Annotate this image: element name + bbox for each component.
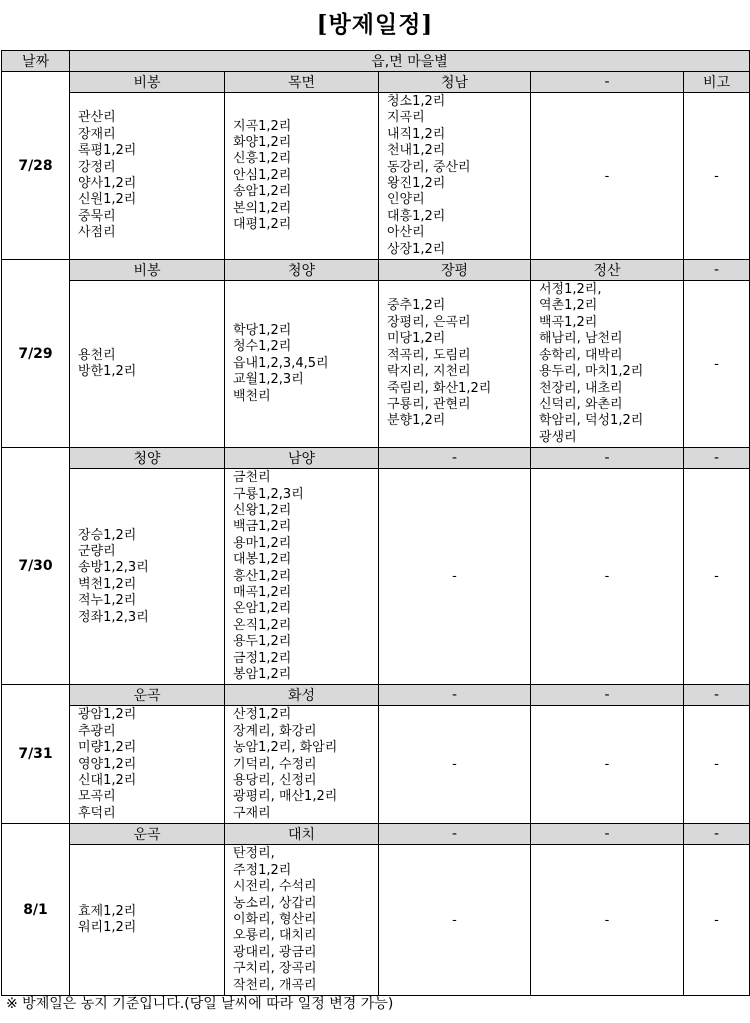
village-item: 대평1,2리 [233, 217, 292, 233]
schedule-table [1, 50, 750, 996]
day-header-row [2, 448, 750, 469]
date-column-header: 날짜 [2, 51, 70, 72]
page-title: [방제일정] [316, 11, 434, 38]
village-item: 모곡리 [78, 789, 116, 805]
village-item: 록평1,2리 [78, 143, 137, 159]
village-item: 효제1,2리 [78, 903, 137, 919]
village-item: 장계리, 화강리 [233, 723, 317, 739]
day-villages-row [2, 281, 750, 448]
village-item: 죽림리, 화산1,2리 [387, 380, 492, 396]
village-item: 정좌1,2,3리 [78, 609, 149, 625]
township-header: - [684, 448, 750, 469]
village-item: 미당1,2리 [387, 331, 446, 347]
date-cell: 7/30 [2, 448, 70, 685]
region-column-header: 읍,면 마을별 [70, 51, 750, 72]
township-header: - [379, 448, 531, 469]
village-item: 지곡1,2리 [233, 118, 292, 134]
township-header: 목면 [225, 72, 379, 93]
village-list-cell [70, 706, 225, 824]
village-item: 봉암1,2리 [233, 667, 292, 682]
township-header: 청양 [225, 260, 379, 281]
village-item: 주정1,2리 [233, 862, 292, 878]
village-item: 왕진1,2리 [387, 176, 446, 192]
village-item: 군량리 [78, 543, 116, 559]
village-item: 송암1,2리 [233, 184, 292, 200]
village-item: 온직1,2리 [233, 617, 292, 633]
village-item: 영양1,2리 [78, 756, 137, 772]
village-list-cell [70, 469, 225, 685]
empty-cell: - [684, 469, 750, 685]
village-item: 신원1,2리 [78, 192, 137, 208]
village-item: 구룡리, 관현리 [387, 396, 471, 412]
township-header: - [531, 72, 684, 93]
township-header: - [531, 685, 684, 706]
village-item: 송학리, 대박리 [539, 347, 623, 363]
village-item: 산정1,2리 [233, 707, 292, 723]
village-item: 광평리, 매산1,2리 [233, 789, 338, 805]
day-villages-row [2, 845, 750, 996]
day-header-row [2, 685, 750, 706]
village-item: 신대1,2리 [78, 773, 137, 789]
village-item: 아산리 [387, 225, 425, 241]
village-list-cell [225, 706, 379, 824]
village-item: 본의1,2리 [233, 200, 292, 216]
village-item: 시전리, 수석리 [233, 879, 317, 895]
village-list-cell [70, 845, 225, 996]
village-item: 분향1,2리 [387, 413, 446, 429]
township-header: - [531, 824, 684, 845]
township-header: - [531, 448, 684, 469]
township-header: - [379, 824, 531, 845]
village-item: 강정리 [78, 159, 116, 175]
village-item: 용두1,2리 [233, 634, 292, 650]
village-item: 서정1,2리, [539, 282, 602, 298]
village-item: 용당리, 신정리 [233, 773, 317, 789]
township-header: 비고 [684, 72, 750, 93]
village-item: 대봉1,2리 [233, 552, 292, 568]
village-item: 학당1,2리 [233, 323, 292, 339]
village-item: 관산리 [78, 110, 116, 126]
township-header: - [684, 260, 750, 281]
village-item: 읍내1,2,3,4,5리 [233, 355, 329, 371]
village-list-cell [70, 281, 225, 448]
village-item: 청소1,2리 [387, 94, 446, 109]
township-header: - [684, 824, 750, 845]
village-item: 중추1,2리 [387, 298, 446, 314]
township-header: 비봉 [70, 260, 225, 281]
empty-cell: - [531, 706, 684, 824]
village-item: 적곡리, 도림리 [387, 347, 471, 363]
township-header: 운곡 [70, 685, 225, 706]
village-item: 역촌1,2리 [539, 298, 598, 314]
day-villages-row [2, 93, 750, 260]
date-cell: 7/28 [2, 72, 70, 260]
village-item: 추광리 [78, 723, 116, 739]
village-list-cell [225, 281, 379, 448]
village-list-cell [225, 845, 379, 996]
village-item: 상장1,2리 [387, 241, 446, 257]
village-item: 구룡1,2,3리 [233, 486, 304, 502]
village-item: 광암1,2리 [78, 707, 137, 723]
village-item: 구치리, 장곡리 [233, 961, 317, 977]
village-item: 후덕리 [78, 805, 116, 821]
village-item: 내직1,2리 [387, 126, 446, 142]
village-item: 해남리, 남천리 [539, 331, 623, 347]
village-item: 흥산1,2리 [233, 568, 292, 584]
village-item: 락지리, 지천리 [387, 364, 471, 380]
village-item: 워리1,2리 [78, 920, 137, 936]
village-item: 농소리, 상갑리 [233, 895, 317, 911]
village-item: 벽천1,2리 [78, 576, 137, 592]
village-item: 신흥1,2리 [233, 151, 292, 167]
village-item: 백금1,2리 [233, 519, 292, 535]
village-item: 작천리, 개곡리 [233, 977, 317, 993]
township-header: 장평 [379, 260, 531, 281]
village-list-cell [225, 469, 379, 685]
village-item: 용천리 [78, 347, 116, 363]
village-item: 장평리, 은곡리 [387, 314, 471, 330]
date-cell: 7/29 [2, 260, 70, 448]
day-header-row [2, 72, 750, 93]
empty-cell: - [684, 845, 750, 996]
village-item: 금천리 [233, 470, 271, 486]
township-header: - [379, 685, 531, 706]
village-list-cell [70, 93, 225, 260]
village-item: 용마1,2리 [233, 535, 292, 551]
village-item: 온암1,2리 [233, 601, 292, 617]
village-item: 화양1,2리 [233, 135, 292, 151]
empty-cell: - [531, 93, 684, 260]
date-cell: 8/1 [2, 824, 70, 996]
township-header: 화성 [225, 685, 379, 706]
village-item: 용두리, 마치1,2리 [539, 364, 644, 380]
village-item: 금정1,2리 [233, 650, 292, 666]
township-header: 남양 [225, 448, 379, 469]
empty-cell: - [684, 281, 750, 448]
township-header: 청남 [379, 72, 531, 93]
village-item: 장승1,2리 [78, 527, 137, 543]
village-item: 신덕리, 와촌리 [539, 396, 623, 412]
village-item: 구재리 [233, 805, 271, 821]
village-item: 천내1,2리 [387, 143, 446, 159]
empty-cell: - [531, 469, 684, 685]
village-item: 탄정리, [233, 846, 275, 862]
village-item: 장재리 [78, 126, 116, 142]
village-list-cell [225, 93, 379, 260]
village-item: 백천리 [233, 388, 271, 404]
township-header: 운곡 [70, 824, 225, 845]
footnote: ※ 방제일은 농지 기준입니다.(당일 날씨에 따라 일정 변경 가능) [6, 996, 394, 1012]
township-header: 대치 [225, 824, 379, 845]
village-item: 대흥1,2리 [387, 208, 446, 224]
village-item: 청수1,2리 [233, 339, 292, 355]
village-item: 이화리, 형산리 [233, 912, 317, 928]
village-item: 백곡1,2리 [539, 314, 598, 330]
empty-cell: - [684, 706, 750, 824]
table-header-row [2, 51, 750, 72]
village-item: 송방1,2,3리 [78, 560, 149, 576]
village-item: 미량1,2리 [78, 740, 137, 756]
township-header: 비봉 [70, 72, 225, 93]
village-item: 천장리, 내초리 [539, 380, 623, 396]
empty-cell: - [379, 469, 531, 685]
day-header-row [2, 260, 750, 281]
village-list-cell [531, 281, 684, 448]
village-item: 지곡리 [387, 110, 425, 126]
empty-cell: - [531, 845, 684, 996]
township-header: 청양 [70, 448, 225, 469]
village-item: 중묵리 [78, 208, 116, 224]
day-header-row [2, 824, 750, 845]
village-item: 사점리 [78, 225, 116, 241]
village-item: 광대리, 광금리 [233, 944, 317, 960]
village-item: 방한1,2리 [78, 364, 137, 380]
village-item: 학암리, 덕성1,2리 [539, 413, 644, 429]
empty-cell: - [379, 706, 531, 824]
date-cell: 7/31 [2, 685, 70, 824]
village-list-cell [379, 281, 531, 448]
empty-cell: - [379, 845, 531, 996]
day-villages-row [2, 469, 750, 685]
village-item: 인양리 [387, 192, 425, 208]
empty-cell: - [684, 93, 750, 260]
township-header: - [684, 685, 750, 706]
village-list-cell [379, 93, 531, 260]
village-item: 안심1,2리 [233, 167, 292, 183]
village-item: 매곡1,2리 [233, 584, 292, 600]
village-item: 오룡리, 대치리 [233, 928, 317, 944]
village-item: 농암1,2리, 화암리 [233, 740, 338, 756]
village-item: 동강리, 중산리 [387, 159, 471, 175]
village-item: 교월1,2,3리 [233, 372, 304, 388]
village-item: 광생리 [539, 429, 577, 445]
village-item: 신왕1,2리 [233, 502, 292, 518]
village-item: 적누1,2리 [78, 593, 137, 609]
village-item: 양사1,2리 [78, 176, 137, 192]
day-villages-row [2, 706, 750, 824]
village-item: 기덕리, 수정리 [233, 756, 317, 772]
township-header: 정산 [531, 260, 684, 281]
